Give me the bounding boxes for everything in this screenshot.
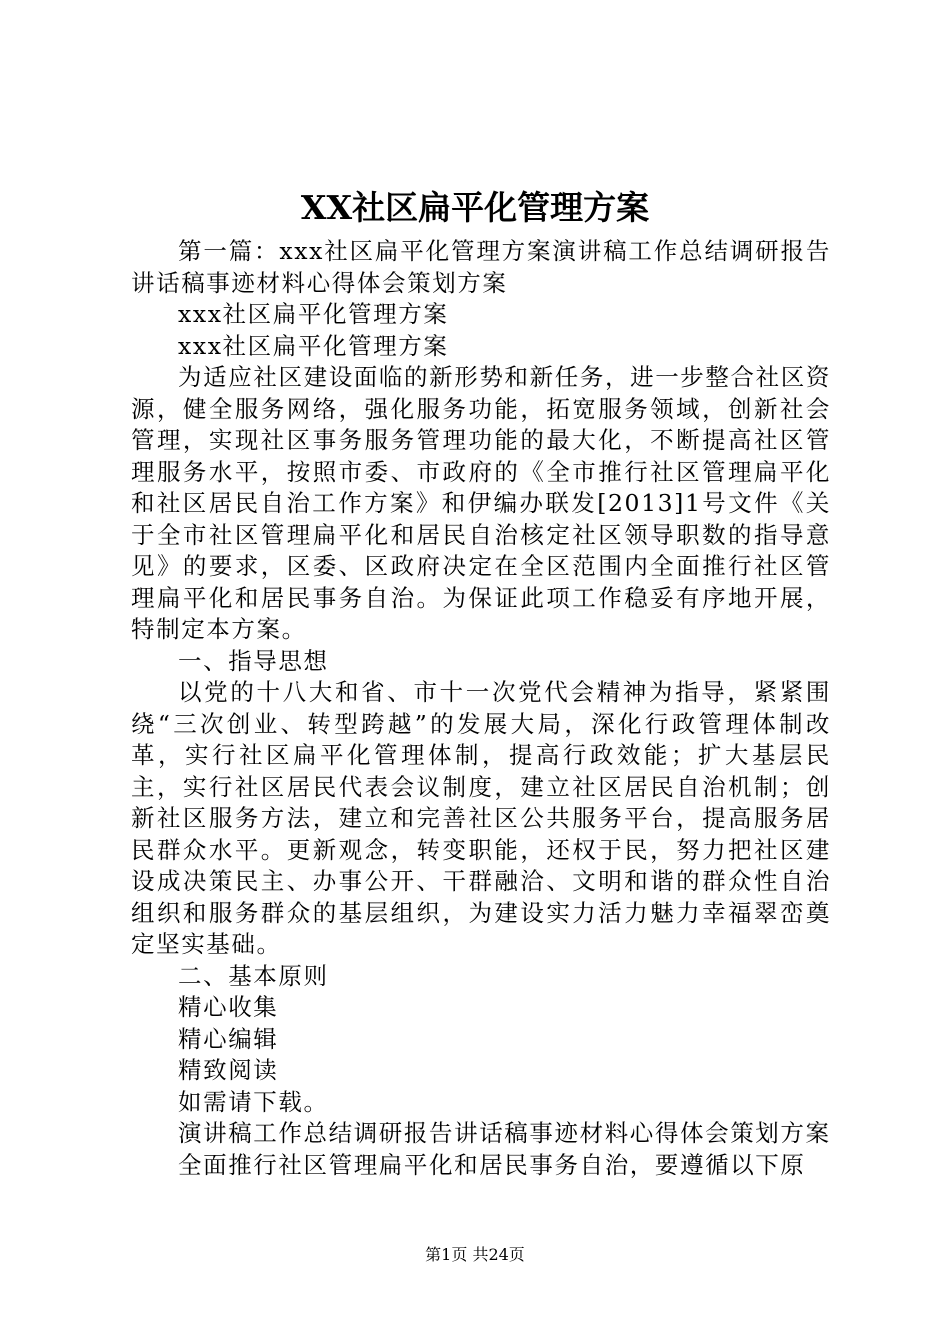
paragraph: 如需请下载。 (178, 1087, 329, 1116)
paragraph: 精致阅读 (178, 1056, 279, 1084)
paragraph: 演讲稿工作总结调研报告讲话稿事迹材料心得体会策划方案 (178, 1119, 831, 1147)
paragraph: xxx社区扁平化管理方案 (178, 300, 449, 328)
paragraph: 以党的十八大和省、市十一次党代会精神为指导，紧紧围绕“三次创业、转型跨越”的发展大局，深化行政管理体制改革，实行社区扁平化管理体制，提高行政效能；扩大基层民主，实行社区居民代表会议制度，建立社区居民自治机制；创新社区服务方法，建立和完善社区公共服务平台，提高服务居民群众水平。更新观念，转变职能，还权于民，努力把社区建设成决策民主、办事公开、干群融洽、文明和谐的群众性自治组织和服务群众的基层组织，为建设实力活力魅力幸福翠峦奠定坚实基础。 (131, 678, 831, 958)
section-heading: 一、指导思想 (178, 646, 329, 675)
paragraph: xxx社区扁平化管理方案 (178, 331, 449, 360)
paragraph: 精心收集 (178, 993, 279, 1021)
section-heading: 二、基本原则 (178, 961, 329, 990)
paragraph: 精心编辑 (178, 1024, 279, 1053)
page-footer: 第1页 共24页 (425, 1245, 525, 1264)
paragraph: 为适应社区建设面临的新形势和新任务，进一步整合社区资源，健全服务网络，强化服务功能，拓宽服务领域，创新社会管理，实现社区事务服务管理功能的最大化，不断提高社区管理服务水平，按照市委、市政府的《全市推行社区管理扁平化和社区居民自治工作方案》和伊编办联发[2013]1号文件《关于全市社区管理扁平化和居民自治核定社区领导职数的指导意见》的要求，区委、区政府决定在全区范围内全面推行社区管理扁平化和居民事务自治。为保证此项工作稳妥有序地开展，特制定本方案。 (131, 363, 831, 643)
document-title: XX社区扁平化管理方案 (300, 188, 650, 227)
document-body (131, 236, 831, 1181)
paragraph: 全面推行社区管理扁平化和居民事务自治，要遵循以下原 (178, 1150, 806, 1179)
paragraph: 第一篇：xxx社区扁平化管理方案演讲稿工作总结调研报告讲话稿事迹材料心得体会策划方案 (131, 237, 831, 297)
